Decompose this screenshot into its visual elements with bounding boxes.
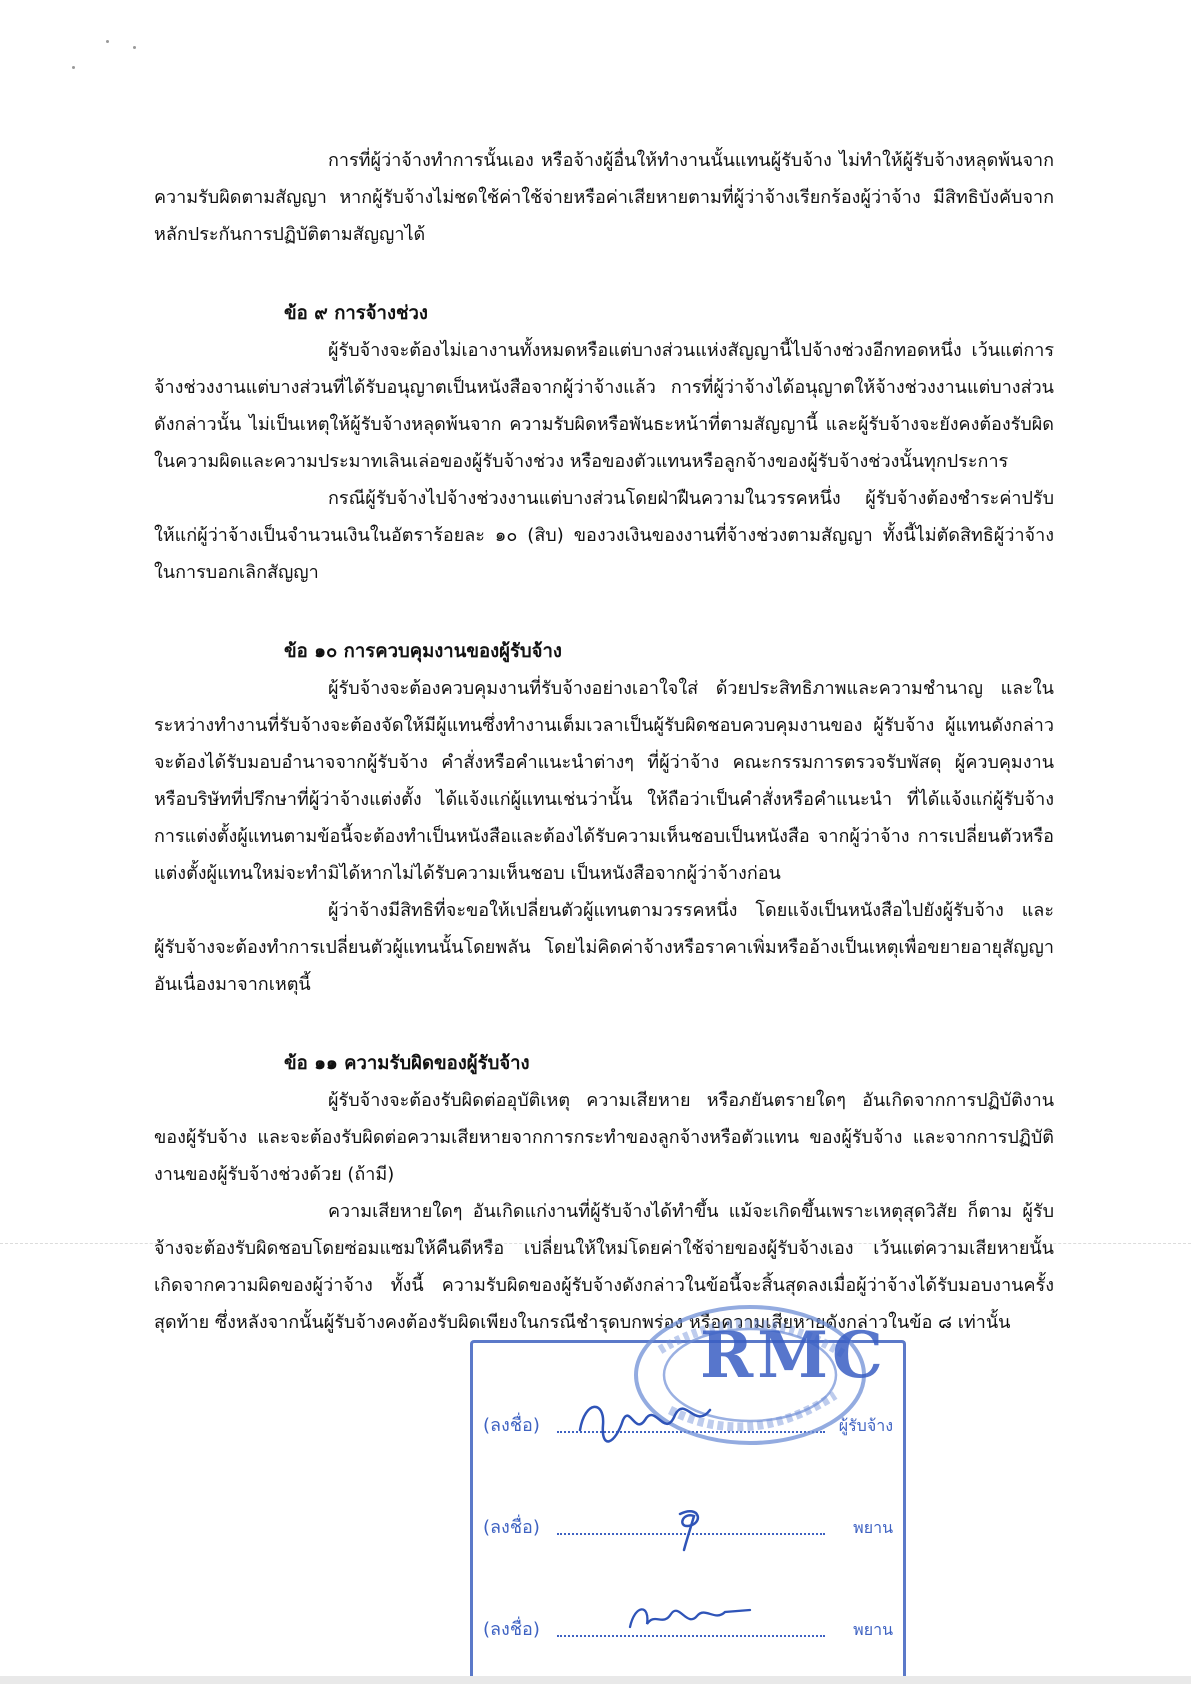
signature-label: (ลงชื่อ) (483, 1415, 540, 1436)
section-paragraph: ผู้รับจ้างจะต้องควบคุมงานที่รับจ้างอย่างเอาใจใส่ ด้วยประสิทธิภาพและความชำนาญ และในระหว่างทำงานที่รับจ้างจะต้องจัดให้มีผู้แทนซึ่งทำงานเต็มเวลาเป็นผู้รับผิดชอบควบคุมงานของ ผู้รับจ้าง ผู้แทนดังกล่าวจะต้องได้รับมอบอำนาจจากผู้รับจ้าง คำสั่งหรือคำแนะนำต่างๆ ที่ผู้ว่าจ้าง คณะกรรมการตรวจรับพัสดุ ผู้ควบคุมงาน หรือบริษัทที่ปรึกษาที่ผู้ว่าจ้างแต่งตั้ง ได้แจ้งแก่ผู้แทนเช่นว่านั้น ให้ถือว่าเป็นคำสั่งหรือคำแนะนำ ที่ได้แจ้งแก่ผู้รับจ้าง การแต่งตั้งผู้แทนตามข้อนี้จะต้องทำเป็นหนังสือและต้องได้รับความเห็นชอบเป็นหนังสือ จากผู้ว่าจ้าง การเปลี่ยนตัวหรือแต่งตั้งผู้แทนใหม่จะทำมิได้หากไม่ได้รับความเห็นชอบ เป็นหนังสือจากผู้ว่าจ้างก่อน (154, 678, 1054, 884)
handwritten-signature-icon (625, 1592, 755, 1642)
scan-fold-line (0, 1243, 1191, 1244)
section-paragraph: ผู้รับจ้างจะต้องไม่เอางานทั้งหมดหรือแต่บางส่วนแห่งสัญญานี้ไปจ้างช่วงอีกทอดหนึ่ง เว้นแต่การจ้างช่วงงานแต่บางส่วนที่ได้รับอนุญาตเป็นหนังสือจากผู้ว่าจ้างแล้ว การที่ผู้ว่าจ้างได้อนุญาตให้จ้างช่วงงานแต่บางส่วนดังกล่าวนั้น ไม่เป็นเหตุให้ผู้รับจ้างหลุดพ้นจาก ความรับผิดหรือพันธะหน้าที่ตามสัญญานี้ และผู้รับจ้างจะยังคงต้องรับผิดในความผิดและความประมาทเลินเล่อของผู้รับจ้างช่วง หรือของตัวแทนหรือลูกจ้างของผู้รับจ้างช่วงนั้นทุกประการ (154, 340, 1054, 472)
section-paragraph: ผู้รับจ้างจะต้องรับผิดต่ออุบัติเหตุ ความเสียหาย หรือภยันตรายใดๆ อันเกิดจากการปฏิบัติงานของผู้รับจ้าง และจะต้องรับผิดต่อความเสียหายจากการกระทำของลูกจ้างหรือตัวแทน ของผู้รับจ้าง และจากการปฏิบัติงานของผู้รับจ้างช่วงด้วย (ถ้ามี) (154, 1090, 1054, 1185)
intro-paragraph: การที่ผู้ว่าจ้างทำการนั้นเอง หรือจ้างผู้อื่นให้ทำงานนั้นแทนผู้รับจ้าง ไม่ทำให้ผู้รับจ้างหลุดพ้นจากความรับผิดตามสัญญา หากผู้รับจ้างไม่ชดใช้ค่าใช้จ่ายหรือค่าเสียหายตามที่ผู้ว่าจ้างเรียกร้องผู้ว่าจ้าง มีสิทธิบังคับจากหลักประกันการปฏิบัติตามสัญญาได้ (154, 150, 1054, 245)
section-heading: ข้อ ๑๐ การควบคุมงานของผู้รับจ้าง (284, 641, 562, 662)
section-paragraph: ความเสียหายใดๆ อันเกิดแก่งานที่ผู้รับจ้างได้ทำขึ้น แม้จะเกิดขึ้นเพราะเหตุสุดวิสัย ก็ตาม ผู้รับจ้างจะต้องรับผิดชอบโดยซ่อมแซมให้คืนดีหรือ เปลี่ยนให้ใหม่โดยค่าใช้จ่ายของผู้รับจ้างเอง เว้นแต่ความเสียหายนั้นเกิดจากความผิดของผู้ว่าจ้าง ทั้งนี้ ความรับผิดของผู้รับจ้างดังกล่าวในข้อนี้จะสิ้นสุดลงเมื่อผู้ว่าจ้างได้รับมอบงานครั้งสุดท้าย ซึ่งหลังจากนั้นผู้รับจ้างคงต้องรับผิดเพียงในกรณีชำรุดบกพร่อง หรือความเสียหายดังกล่าวในข้อ ๘ เท่านั้น (154, 1201, 1054, 1333)
section-paragraph: ผู้ว่าจ้างมีสิทธิที่จะขอให้เปลี่ยนตัวผู้แทนตามวรรคหนึ่ง โดยแจ้งเป็นหนังสือไปยังผู้รับจ้าง และผู้รับจ้างจะต้องทำการเปลี่ยนตัวผู้แทนนั้นโดยพลัน โดยไม่คิดค่าจ้างหรือราคาเพิ่มหรืออ้างเป็นเหตุเพื่อขยายอายุสัญญาอันเนื่องมาจากเหตุนี้ (154, 900, 1054, 995)
scan-speck (133, 46, 136, 49)
signature-role: พยาน (853, 1620, 893, 1639)
signature-role: พยาน (853, 1518, 893, 1537)
section-paragraph: กรณีผู้รับจ้างไปจ้างช่วงงานแต่บางส่วนโดยฝ่าฝืนความในวรรคหนึ่ง ผู้รับจ้างต้องชำระค่าปรับให้แก่ผู้ว่าจ้างเป็นจำนวนเงินในอัตราร้อยละ ๑๐ (สิบ) ของวงเงินของงานที่จ้างช่วงตามสัญญา ทั้งนี้ไม่ตัดสิทธิผู้ว่าจ้างในการบอกเลิกสัญญา (154, 488, 1054, 583)
stamp-logo: RMC (700, 1318, 887, 1393)
signature-label: (ลงชื่อ) (483, 1517, 540, 1538)
section-heading: ข้อ ๙ การจ้างช่วง (284, 303, 428, 324)
signature-label: (ลงชื่อ) (483, 1619, 540, 1640)
scan-bottom-edge (0, 1676, 1191, 1684)
handwritten-signature-icon (575, 1390, 715, 1450)
handwritten-signature-icon (660, 1502, 720, 1552)
scan-speck (72, 66, 75, 69)
signature-role: ผู้รับจ้าง (838, 1416, 893, 1435)
section-heading: ข้อ ๑๑ ความรับผิดของผู้รับจ้าง (284, 1053, 530, 1074)
scan-speck (106, 40, 109, 43)
contract-body (154, 142, 1054, 1341)
